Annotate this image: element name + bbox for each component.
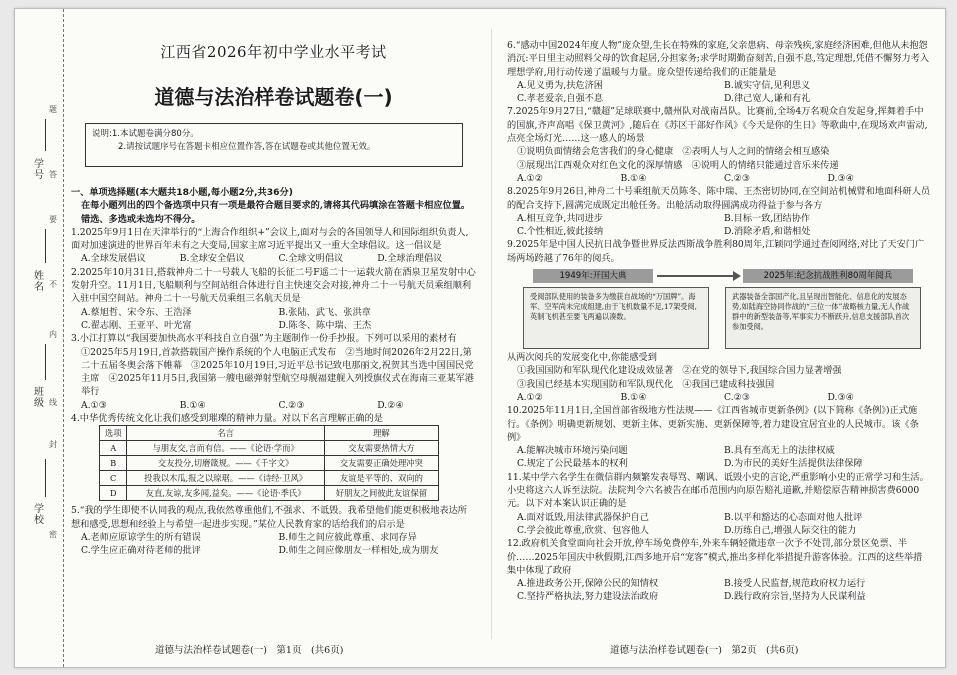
table-cell: 交友需要热情大方: [324, 441, 438, 456]
option: D.为市民的美好生活提供法律保障: [724, 458, 863, 470]
exam-sheet: [14, 8, 946, 668]
option: D.全球治理倡议: [377, 253, 443, 265]
paper-title: 道德与法治样卷试题卷(一): [154, 85, 393, 109]
table-cell: 友谊是平等的、双向的: [324, 471, 438, 486]
question-stem: 9.2025年是中国人民抗日战争暨世界反法西斯战争胜利80周年,江颖同学通过查阅网络,对比了天安门广场两场跨越了76年的阅兵。: [507, 239, 925, 264]
options: [71, 531, 476, 558]
options: [507, 172, 931, 185]
question-9: [507, 238, 931, 404]
table-cell: 投我以木瓜,报之以琼琚。——《诗经·卫风》: [127, 471, 324, 486]
instruction-line: 说明:1.本试题卷满分80分。: [92, 129, 199, 139]
option: B.张陆、武飞、张洪章: [278, 306, 371, 318]
section-instruction: 在每小题列出的四个备选项中只有一项是最符合题目要求的,请将其代码填涂在答题卡相应位置。错选、多选或未选均不得分。: [81, 200, 471, 225]
options: [507, 212, 931, 239]
binding-word: 封: [49, 440, 57, 449]
banner-1949: 1949年:开国大典: [533, 269, 653, 283]
instruction-line: 2.请按试题序号在答题卡相应位置作答,答在试题卷或其他位置无效。: [118, 142, 376, 152]
question-stem: 7.2025年9月27日,“赣超”足球联赛中,赣州队对战南昌队。比赛前,全场4万名观众自发起身,挥舞着手中的国旗,齐声高唱《保卫黄河》,随后在《苏区干部好作风》《今天是你的生日》等歌曲中,在现场欢声雷动,点亮全场灯光……这一感人的场景: [507, 106, 928, 145]
question-material: ①我国国防和军队现代化建设成效显著 ②在党的领导下,我国综合国力显著增强 ③我国已经基本实现国防和军队现代化 ④我国已建成科技强国: [517, 365, 842, 390]
option: B.①④: [620, 391, 647, 403]
option: A.见义勇为,扶危济困: [517, 79, 603, 91]
option: D.消除矛盾,和谐相处: [724, 226, 811, 238]
quotes-table: [99, 425, 439, 501]
question-5: [71, 504, 476, 557]
option: B.①④: [179, 399, 206, 411]
binding-fill-line: [45, 344, 46, 380]
question-stem: 4.中华优秀传统文化让我们感受到璀璨的精神力量。对以下名言理解正确的是: [71, 413, 383, 425]
option: D.律己宽人,谦和有礼: [724, 93, 811, 105]
option: C.个性相近,彼此接纳: [517, 226, 604, 238]
question-stem: 1.2025年9月1日在天津举行的“上海合作组织+”会议上,面对与会的各国领导人和国际组织负责人,面对加速演进的世界百年未有之大变局,国家主席习近平提出又一重大全球倡议。这一倡议是: [71, 226, 469, 252]
instructions-box: [85, 123, 463, 167]
table-header: 理解: [324, 426, 438, 441]
table-cell: A: [100, 441, 127, 456]
caption-1949: 受阅部队使用的装备多为缴获自战场的“万国牌”。海军、空军尚未完成组建,由于飞机数量不足,17架受阅,英制飞机甚至要飞两遍以凑数。: [523, 287, 709, 349]
section-heading: 一、单项选择题(本大题共18小题,每小题2分,共36分): [71, 187, 293, 198]
question-1: [71, 226, 476, 266]
options: [71, 399, 476, 412]
option: B.以平和豁达的心态面对他人批评: [724, 511, 863, 523]
option: C.规定了公民最基本的权利: [517, 458, 628, 470]
binding-word: 密: [49, 530, 57, 539]
question-stem: 8.2025年9月26日,神舟二十号乘组航天员陈冬、陈中瑞、王杰密切协同,在空间站机械臂和地面科研人员的配合支持下,圆满完成既定出舱任务。出舱活动取得圆满成功得益于参与各方: [507, 186, 931, 211]
option: C.②③: [278, 399, 305, 411]
question-material: ①2025年5月19日,首款搭载国产操作系统的个人电脑正式发布 ②当地时间2026年2月22日,第二十五届冬奥会落下帷幕 ③2025年10月19日,习近平总书记致电那丽文,祝贺其当选中国国民党主席 ④2025年11月5日,我国第一艘电磁弹射型航空母舰福建舰入列授旗仪式在海南三亚某军港举行: [81, 346, 474, 398]
option: B.具有至高无上的法律权威: [724, 445, 835, 457]
question-10: [507, 404, 931, 470]
table-header-row: [100, 426, 439, 441]
option: B.接受人民监督,规范政府权力运行: [724, 578, 866, 590]
option: C.全球文明倡议: [278, 253, 344, 265]
table-cell: 交友需要正确处理冲突: [324, 456, 438, 471]
option: B.目标一致,团结协作: [724, 212, 811, 224]
table-cell: 与朋友交,言而有信。——《论语·学而》: [127, 441, 324, 456]
question-stem: 2.2025年10月31日,搭载神舟二十一号载人飞船的长征二号F遥二十一运载火箭在酒泉卫星发射中心发射升空。11月1日,飞船顺利与空间站组合体进行自主快速交会对接,神舟二十一号航天员乘组顺利入驻中国空间站。神舟二十一号航天员乘组三名航天员是: [71, 266, 476, 305]
binding-word: 要: [49, 215, 57, 224]
options: [507, 577, 931, 604]
question-12: [507, 537, 931, 603]
binding-label-name: 姓名: [34, 271, 44, 293]
option: A.①③: [81, 399, 108, 411]
options: [507, 444, 931, 471]
question-stem: 6.“感动中国2024年度人物”庞众望,生长在特殊的家庭,父亲患病、母亲残疾,家庭经济困难,但他从未抱怨消沉:平日里主动照料父母的饮食起居,分担家务;求学时期勤奋刻苦,自强不息,笃定理想,凭借不懈努力考入理想学府,用行动传递了温暖与力量。庞众望传递给我们的正能量是: [507, 40, 930, 78]
timeline-arrow: [657, 275, 739, 277]
option: B.①④: [620, 172, 647, 184]
options: [507, 511, 931, 538]
binding-margin: [15, 9, 64, 667]
question-stem: 11.某中学六名学生在微信群内频繁发表辱骂、嘲讽、诋毁小史的言论,严重影响小史的正常学习和生活。小史将这六人诉至法院。法院判令六名被告在邮币范围内向原告赔礼道歉,并赔偿原告精神损害费6000元。以下对本案认识正确的是: [507, 471, 929, 510]
table-cell: C: [100, 471, 127, 486]
option: A.①②: [517, 172, 544, 184]
binding-fill-line: [45, 459, 46, 497]
caption-2025: 武器装备全部国产化,且呈现出智能化、信息化的发展态势,如陆海空协同作战的“三位一体”战略核力量,无人作战群中的新型装备等,军事实力不断跃升,信息支援部队首次参加受阅。: [725, 287, 921, 349]
option: A.老师应原谅学生的所有错误: [81, 531, 201, 543]
left-column: [71, 186, 476, 558]
footer-page-1: 道德与法治样卷试题卷(一) 第1页 (共6页): [155, 645, 344, 656]
options: [507, 391, 931, 404]
binding-word: 题: [49, 105, 57, 114]
binding-fill-line: [45, 229, 46, 263]
binding-label-student-id: 学号: [34, 159, 44, 181]
question-stem: 10.2025年11月1日,全国首部省级地方性法规——《江西省城市更新条例》(以下简称《条例》)正式施行。《条例》明确更新规划、更新主体、更新实施、更新保障等,着力建设宜居宜业的人民城市。该《条例》: [507, 405, 919, 443]
option: B.诚实守信,见利思义: [724, 79, 811, 91]
option: C.学会彼此尊重,欣赏、包容他人: [517, 524, 649, 536]
option: D.陈冬、陈中瑞、王杰: [278, 319, 372, 331]
option: D.②④: [377, 399, 404, 411]
table-cell: 友直,友谅,友多闻,益矣。——《论语·季氏》: [127, 486, 324, 501]
question-stem: 12.政府机关食堂面向社会开放,停车场免费停车,外来车辆轻微违章一次予不处罚,部分景区免票、半价……2025年国庆中秋假期,江西多地开启“宠客”模式,推出多样化举措提升游客体验。江西的这些举措集中体现了政府: [507, 538, 923, 576]
column-divider: [491, 29, 492, 639]
options: [71, 252, 476, 265]
question-7: [507, 105, 931, 185]
option: C.②③: [724, 391, 751, 403]
option: B.师生之间应彼此尊重、求同存异: [278, 531, 417, 543]
option: D.③④: [827, 172, 854, 184]
option: A.全球发展倡议: [81, 253, 146, 265]
options: [71, 306, 476, 333]
binding-word: 内: [49, 330, 57, 339]
option: B.全球安全倡议: [179, 253, 245, 265]
question-11: [507, 471, 931, 537]
question-6: [507, 39, 931, 105]
table-cell: D: [100, 486, 127, 501]
table-cell: B: [100, 456, 127, 471]
question-material: ①说明负面情绪会危害我们的身心健康 ②表明人与人之间的情绪会相互感染 ③展现出江西观众对红色文化的深厚情感 ④说明人的情绪只能通过音乐来传递: [517, 146, 839, 171]
option: A.①②: [517, 391, 544, 403]
binding-fill-line: [45, 119, 46, 151]
binding-word: 不: [49, 280, 57, 289]
table-header: 名言: [127, 426, 324, 441]
option: C.坚持严格执法,努力建设法治政府: [517, 591, 659, 603]
footer-page-2: 道德与法治样卷试题卷(一) 第2页 (共6页): [610, 645, 799, 656]
table-header: 选项: [100, 426, 127, 441]
table-row: [100, 456, 439, 471]
table-row: [100, 471, 439, 486]
table-row: [100, 486, 439, 501]
table-row: [100, 441, 439, 456]
banner-2025: 2025年:纪念抗战胜利80周年阅兵: [743, 269, 913, 283]
question-4: [71, 412, 476, 501]
option: C.学生应正确对待老师的批评: [81, 545, 201, 557]
option: D.践行政府宗旨,坚持为人民谋利益: [724, 591, 866, 603]
option: A.能解决城市环境污染问题: [517, 445, 628, 457]
table-cell: 好朋友之间彼此友谊保留: [324, 486, 438, 501]
option: D.③④: [827, 391, 854, 403]
options: [507, 79, 931, 106]
exam-title: 江西省2026年初中学业水平考试: [160, 43, 387, 61]
question-stem: 从两次阅兵的发展变化中,你能感受到: [507, 352, 657, 364]
right-column: [507, 39, 931, 604]
binding-label-school: 学校: [34, 504, 44, 526]
binding-label-class: 班级: [34, 387, 44, 409]
option: C.翟志刚、王亚平、叶光富: [81, 319, 192, 331]
option: A.推进政务公开,保障公民的知情权: [517, 578, 659, 590]
option: D.历练自己,增强人际交往的能力: [724, 524, 857, 536]
question-stem: 5.“我的学生即使不认同我的观点,我依然尊重他们,不强求、不诋毁。我希望他们能更积极地表达所想和感受,思想和经验上与希望一起进步实现。”某位人民教育家的话给我们的启示是: [71, 505, 467, 530]
binding-word: 答: [49, 170, 57, 179]
parade-comparison-figure: [507, 265, 931, 351]
question-stem: 3.小江打算以“我国要加快高水平科技自立自强”为主题制作一份手抄报。下列可以采用的素材有: [71, 333, 457, 345]
option: D.师生之间应像朋友一样相处,成为朋友: [278, 545, 439, 557]
question-3: [71, 332, 476, 412]
option: A.面对诋毁,用法律武器保护自己: [517, 511, 649, 523]
option: A.相互竞争,共同进步: [517, 212, 603, 224]
option: C.孝老爱亲,自强不息: [517, 93, 604, 105]
question-8: [507, 185, 931, 238]
arrow-head-icon: [733, 271, 741, 281]
table-cell: 交友投分,切磨箴规。——《千字文》: [127, 456, 324, 471]
option: C.②③: [724, 172, 751, 184]
binding-word: 线: [49, 398, 57, 407]
option: A.蔡旭哲、宋令东、王浩泽: [81, 306, 192, 318]
question-2: [71, 266, 476, 332]
